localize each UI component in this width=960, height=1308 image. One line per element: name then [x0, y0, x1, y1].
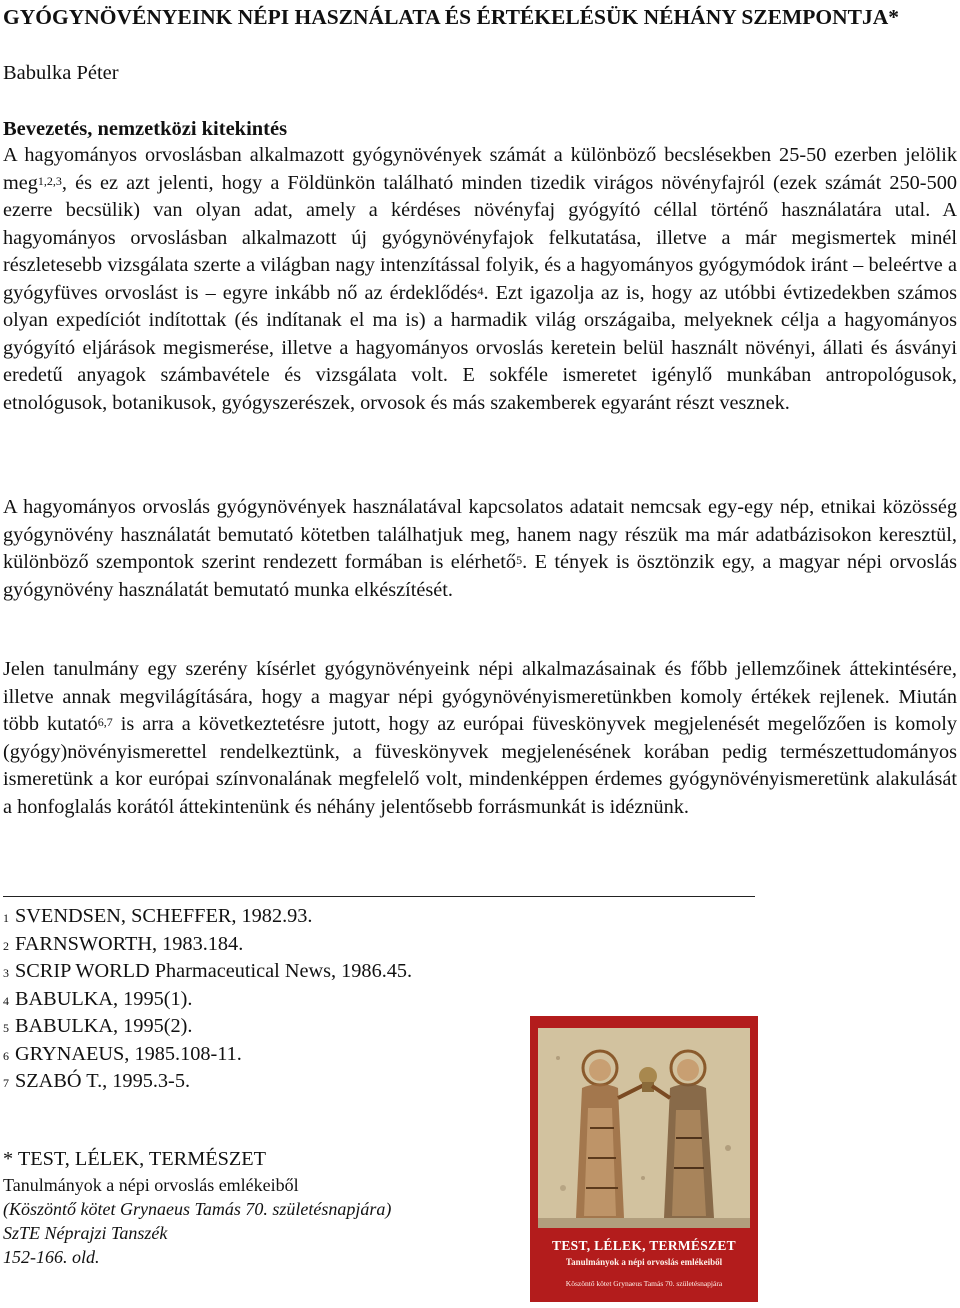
footnote-ref: 6,7 [97, 715, 113, 729]
footnote-text: GRYNAEUS, 1985.108-11. [15, 1042, 242, 1065]
paragraph-text: Jelen tanulmány egy szerény kísérlet gyógynövényeink népi alkalmazásainak és főbb jellemzőinek áttekintésére, illetve annak megvilágítására, hogy a magyar népi gyógynövényismeretünkben komoly értékek rejlenek. Miután több kutató [3, 658, 957, 735]
author-name: Babulka Péter [3, 62, 119, 84]
footnote-ref: 5 [516, 553, 523, 567]
footnote-item [3, 1068, 523, 1096]
paragraph-introduction [3, 142, 957, 417]
footnote-number: 7 [3, 1076, 9, 1090]
footnote-item [3, 931, 523, 959]
paragraph-text: A hagyományos orvoslásban alkalmazott gyógynövények számát a különböző becslésekben 25-50 ezerben jelölik meg [3, 144, 957, 194]
footnote-number: 5 [3, 1021, 9, 1035]
footnote-text: BABULKA, 1995(1). [15, 987, 193, 1010]
footnote-text: SVENDSEN, SCHEFFER, 1982.93. [15, 905, 313, 927]
cover-subtitle: Tanulmányok a népi orvoslás emlékeiből [565, 1257, 723, 1267]
source-citation [3, 1145, 523, 1269]
book-cover-image [530, 1016, 758, 1302]
footnote-text: FARNSWORTH, 1983.184. [15, 932, 244, 955]
footnote-item [3, 1041, 523, 1069]
source-title: * TEST, LÉLEK, TERMÉSZET [3, 1148, 267, 1170]
source-pages: 152-166. old. [3, 1247, 100, 1267]
footnote-item [3, 986, 523, 1014]
footnote-item [3, 1013, 523, 1041]
footnote-text: SCRIP WORLD Pharmaceutical News, 1986.45. [15, 960, 413, 982]
source-subtitle: Tanulmányok a népi orvoslás emlékeiből [3, 1175, 299, 1195]
section-heading: Bevezetés, nemzetközi kitekintés [3, 118, 288, 140]
footnote-item [3, 903, 523, 931]
footnote-number: 2 [3, 938, 9, 953]
cover-title: TEST, LÉLEK, TERMÉSZET [552, 1238, 736, 1253]
paragraph-text: A hagyományos orvoslás gyógynövények használatával kapcsolatos adatait nemcsak egy-egy nép, etnikai közösség gyógynövény használatát bemutató kötetben találhatjuk meg, hanem nagy részük ma már adatbázisokon keresztül, különböző szempontok szerint rendezett formában is elérhető [3, 496, 957, 573]
footnote-ref: 4 [477, 283, 484, 298]
footnote-list [3, 903, 523, 1096]
paragraph-text: is arra a következtetésre jutott, hogy az európai füveskönyvek megjelenését megelőzően is komoly (gyógy)növényismerettel rendelkeztünk, a füveskönyvek megjelenésének korában pedig természettudományos ismeretünk a kor európai színvonalának megfelelő volt, mindenképpen érdemes gyógynövényismeretünk alakulását a honfoglalás korától áttekintenünk és néhány jelentősebb forrásmunkát is idéznünk. [3, 713, 957, 818]
paragraph-text: . Ezt igazolja az is, hogy az utóbbi évtizedekben számos olyan expedíciót indítottak (és indítanak el ma is) a harmadik világ országaiba, melyeknek célja a hagyományos gyógyító eljárások megismerése, illetve a hagyományos orvoslás keretein belül használt növényi, állati és ásványi eredetű anyagok számbavétele és vizsgálata volt. E sokféle ismeretet igénylő munkában antropológusok, etnológusok, botanikusok, gyógyszerészek, orvosok és más szakemberek egyaránt részt vesznek. [3, 281, 958, 414]
footnote-number: 3 [3, 966, 9, 980]
paragraph-text: . E tények is ösztönzik egy, a magyar népi orvoslás gyógynövény használatát bemutató munka elkészítését. [3, 551, 957, 601]
paragraph-aim [3, 656, 957, 821]
footnote-number: 1 [3, 911, 9, 925]
footnote-number: 4 [3, 993, 9, 1008]
paragraph-text: , és ez azt jelenti, hogy a Földünkön található minden tizedik virágos növényfajról (ezek számát 250-500 ezerre becsülik) van olyan adat, amely a kérdéses növényfaj gyógyító céllal történő használatára utal. A hagyományos orvoslásban alkalmazott új gyógynövényfajok felkutatása, illetve a már megismertek minél részletesebb vizsgálata szerte a világban nagy intenzítással folyik, és a hagyományos gyógymódok iránt – beleértve a gyógyfüves orvoslást is – egyre inkább nő az érdeklődés [3, 171, 957, 304]
source-note: (Köszöntő kötet Grynaeus Tamás 70. születésnapjára) [3, 1199, 392, 1219]
footnote-item [3, 958, 523, 986]
source-publisher: SzTE Néprajzi Tanszék [3, 1223, 168, 1243]
paragraph-databases [3, 494, 957, 604]
footnote-number: 6 [3, 1048, 9, 1063]
footnote-divider [3, 896, 755, 897]
cover-footer: Köszöntő kötet Grynaeus Tamás 70. születésnapjára [565, 1279, 723, 1288]
fresco-illustration [538, 1028, 750, 1228]
footnote-text: SZABÓ T., 1995.3-5. [15, 1070, 191, 1092]
footnote-text: BABULKA, 1995(2). [15, 1015, 193, 1037]
document-title: GYÓGYNÖVÉNYEINK NÉPI HASZNÁLATA ÉS ÉRTÉKELÉSÜK NÉHÁNY SZEMPONTJA* [3, 5, 900, 29]
footnote-ref: 1,2,3 [37, 173, 62, 188]
